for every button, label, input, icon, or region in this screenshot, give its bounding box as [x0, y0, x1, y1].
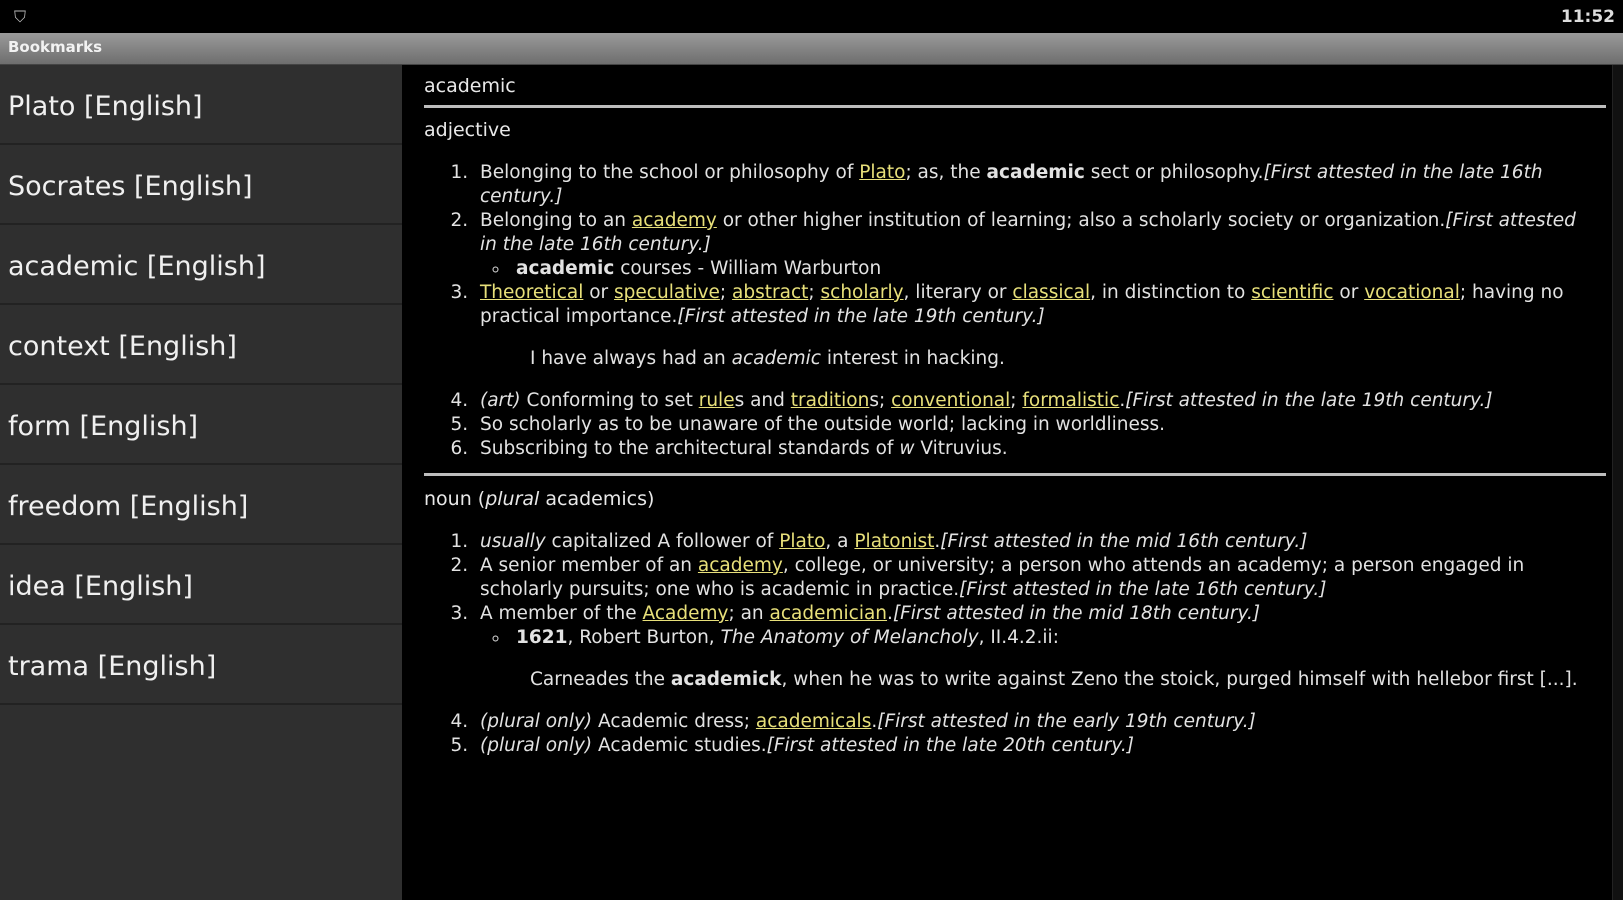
link-formalistic[interactable]: formalistic: [1022, 390, 1120, 411]
link-theoretical[interactable]: Theoretical: [480, 282, 584, 303]
link-academy[interactable]: academy: [697, 555, 783, 576]
link-academician[interactable]: academician: [769, 603, 888, 624]
sense-item: 5. (plural only) Academic studies.[First attested in the late 20th century.]: [474, 734, 1594, 758]
bookmark-item[interactable]: Socrates [English]: [0, 145, 402, 225]
link-academicals[interactable]: academicals: [755, 711, 872, 732]
sense-item: 5. So scholarly as to be unaware of the outside world; lacking in worldliness.: [474, 413, 1594, 437]
sense-item: 2. Belonging to an academy or other higher institution of learning; also a scholarly society or organization.[First attested in the late 16th century.] ◦ academic courses - William Warburton: [474, 209, 1594, 281]
example: ◦ academic courses - William Warburton: [510, 257, 1594, 281]
pos-adjective: adjective: [424, 119, 511, 141]
bookmark-item[interactable]: idea [English]: [0, 545, 402, 625]
sense-item: 4. (plural only) Academic dress; academicals.[First attested in the early 19th century.]: [474, 710, 1594, 734]
divider: [424, 473, 1606, 476]
link-academy-capital[interactable]: Academy: [642, 603, 729, 624]
sense-item: 2. A senior member of an academy, college, or university; a person who attends an academy; a person engaged in scholarly pursuits; one who is academic in practice.[First attested in the late 16th century.]: [474, 554, 1594, 602]
scrollbar[interactable]: [1612, 65, 1623, 900]
sense-item: 3. A member of the Academy; an academician.[First attested in the mid 18th century.] ◦ 1621, Robert Burton, The Anatomy of Melancholy, II.4.2.ii: Carneades the academick, when he was to write against Zeno the stoick, purged himself with hellebor first [...].: [474, 602, 1594, 692]
quotation: I have always had an academic interest in hacking.: [530, 348, 1005, 369]
quotation: Carneades the academick, when he was to write against Zeno the stoick, purged himself with hellebor first [...].: [530, 669, 1578, 690]
link-vocational[interactable]: vocational: [1364, 282, 1460, 303]
link-abstract[interactable]: abstract: [732, 282, 809, 303]
bookmark-item[interactable]: form [English]: [0, 385, 402, 465]
citation: ◦ 1621, Robert Burton, The Anatomy of Melancholy, II.4.2.ii:: [510, 626, 1594, 650]
adjective-senses: [424, 161, 1594, 461]
sense-item: 1. Belonging to the school or philosophy of Plato; as, the academic sect or philosophy.[First attested in the late 16th century.]: [474, 161, 1594, 209]
link-conventional[interactable]: conventional: [891, 390, 1011, 411]
link-plato[interactable]: Plato: [859, 162, 906, 183]
link-speculative[interactable]: speculative: [614, 282, 720, 303]
sense-item: 6. Subscribing to the architectural standards of w Vitruvius.: [474, 437, 1594, 461]
bookmark-item[interactable]: Plato [English]: [0, 65, 402, 145]
bookmark-item[interactable]: freedom [English]: [0, 465, 402, 545]
bookmarks-list: [0, 65, 402, 900]
link-classical[interactable]: classical: [1012, 282, 1091, 303]
link-scientific[interactable]: scientific: [1251, 282, 1334, 303]
link-rule[interactable]: rule: [698, 390, 735, 411]
pos-noun: noun (plural academics): [424, 488, 655, 510]
bookmark-item[interactable]: trama [English]: [0, 625, 402, 705]
divider: [424, 105, 1606, 108]
definition-panel: [402, 65, 1612, 900]
sense-item: 3. Theoretical or speculative; abstract; scholarly, literary or classical, in distinction to scientific or vocational; having no practical importance.[First attested in the late 19th century.] I have always had an academic interest in hacking.: [474, 281, 1594, 371]
shield-icon: ⛉: [14, 7, 27, 26]
title-bar: [0, 33, 1623, 65]
link-platonist[interactable]: Platonist: [854, 531, 935, 552]
status-time: 11:52: [1560, 7, 1615, 27]
status-bar: [0, 0, 1623, 33]
bookmark-item[interactable]: academic [English]: [0, 225, 402, 305]
app-title: Bookmarks: [8, 38, 103, 56]
noun-senses: [424, 530, 1594, 758]
sense-item: 1. usually capitalized A follower of Plato, a Platonist.[First attested in the mid 16th century.]: [474, 530, 1594, 554]
link-academy[interactable]: academy: [631, 210, 717, 231]
link-plato[interactable]: Plato: [779, 531, 826, 552]
bookmark-item[interactable]: context [English]: [0, 305, 402, 385]
link-scholarly[interactable]: scholarly: [820, 282, 904, 303]
headword: academic: [424, 75, 516, 97]
link-tradition[interactable]: tradition: [790, 390, 870, 411]
sense-item: 4. (art) Conforming to set rules and traditions; conventional; formalistic.[First attested in the late 19th century.]: [474, 389, 1594, 413]
